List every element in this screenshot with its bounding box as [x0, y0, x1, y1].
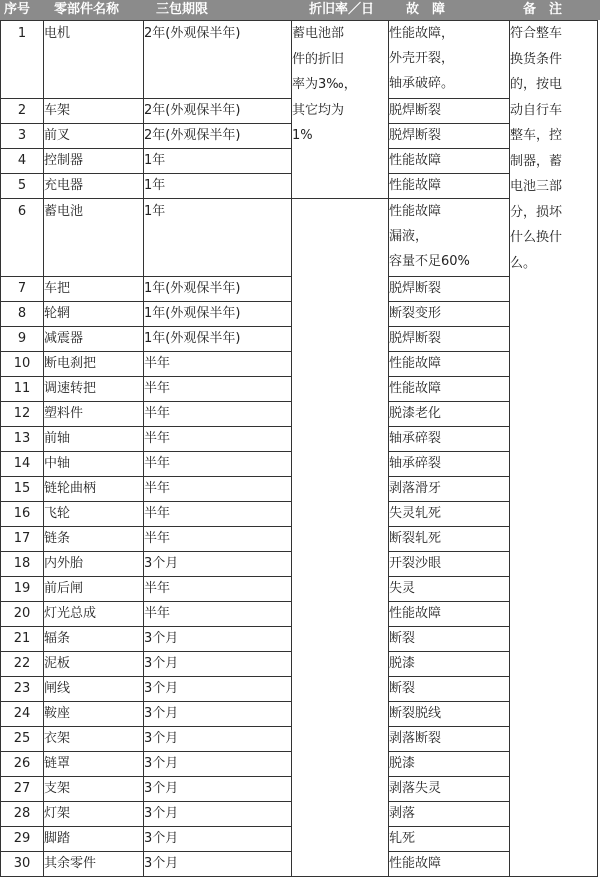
header-term: 三包期限	[143, 0, 291, 20]
part-name: 车把	[44, 277, 144, 302]
fault-description	[389, 802, 510, 827]
warranty-term: 3个月	[144, 777, 292, 802]
part-name: 内外胎	[44, 552, 144, 577]
fault-line: 失灵轧死	[389, 506, 442, 521]
row-number: 18	[1, 552, 44, 577]
warranty-term: 1年(外观保半年)	[144, 327, 292, 352]
depreciation-line: 其它均为	[292, 102, 345, 118]
fault-description	[389, 527, 510, 552]
part-name: 前轴	[44, 427, 144, 452]
header-note: 备 注	[509, 0, 600, 20]
fault-line: 剥落断裂	[389, 731, 442, 746]
warranty-term: 半年	[144, 402, 292, 427]
header-no: 序号	[0, 0, 43, 20]
fault-description	[389, 99, 510, 124]
fault-description	[389, 727, 510, 752]
row-number: 3	[1, 124, 44, 149]
note-cell	[510, 21, 598, 877]
part-name: 辐条	[44, 627, 144, 652]
fault-line: 剥落失灵	[389, 781, 442, 796]
note-line: 换货条件	[510, 51, 563, 67]
note-line: 什么换什	[510, 230, 563, 245]
warranty-term: 1年(外观保半年)	[144, 302, 292, 327]
warranty-term: 半年	[144, 452, 292, 477]
warranty-term: 3个月	[144, 552, 292, 577]
fault-description	[389, 174, 510, 199]
warranty-term: 1年	[144, 174, 292, 199]
fault-description	[389, 149, 510, 174]
row-number: 24	[1, 702, 44, 727]
warranty-term: 2年(外观保半年)	[144, 124, 292, 149]
fault-description	[389, 124, 510, 149]
fault-line: 漏液，	[389, 229, 429, 244]
fault-line: 性能故障	[389, 153, 442, 168]
warranty-table	[0, 20, 598, 877]
part-name: 脚踏	[44, 827, 144, 852]
row-number: 22	[1, 652, 44, 677]
fault-description	[389, 752, 510, 777]
row-number: 19	[1, 577, 44, 602]
warranty-term: 2年(外观保半年)	[144, 21, 292, 99]
fault-line: 失灵	[389, 581, 416, 596]
fault-line: 容量不足60%	[389, 254, 470, 269]
warranty-term: 半年	[144, 477, 292, 502]
fault-line: 脱焊断裂	[389, 128, 442, 143]
fault-line: 性能故障	[389, 356, 442, 371]
row-number: 16	[1, 502, 44, 527]
fault-description	[389, 452, 510, 477]
part-name: 电机	[44, 21, 144, 99]
part-name: 链罩	[44, 752, 144, 777]
warranty-term: 3个月	[144, 852, 292, 877]
warranty-term: 半年	[144, 602, 292, 627]
fault-description	[389, 702, 510, 727]
row-number: 11	[1, 377, 44, 402]
warranty-term: 半年	[144, 502, 292, 527]
part-name: 其余零件	[44, 852, 144, 877]
row-number: 27	[1, 777, 44, 802]
warranty-term: 3个月	[144, 727, 292, 752]
fault-line: 断裂脱线	[389, 706, 442, 721]
row-number: 21	[1, 627, 44, 652]
fault-line: 外壳开裂，	[389, 51, 455, 66]
part-name: 泥板	[44, 652, 144, 677]
row-number: 10	[1, 352, 44, 377]
warranty-term: 半年	[144, 427, 292, 452]
part-name: 支架	[44, 777, 144, 802]
part-name: 控制器	[44, 149, 144, 174]
warranty-term: 1年(外观保半年)	[144, 277, 292, 302]
row-number: 28	[1, 802, 44, 827]
note-line: 制器，蓄	[510, 153, 563, 169]
fault-line: 剥落	[389, 806, 416, 821]
fault-line: 性能故障，	[389, 26, 455, 41]
row-number: 14	[1, 452, 44, 477]
header-part: 零部件名称	[43, 0, 143, 20]
part-name: 充电器	[44, 174, 144, 199]
warranty-term: 半年	[144, 352, 292, 377]
row-number: 12	[1, 402, 44, 427]
row-number: 7	[1, 277, 44, 302]
row-number: 23	[1, 677, 44, 702]
depreciation-line: 1%	[292, 128, 313, 143]
fault-line: 性能故障	[389, 204, 442, 219]
row-number: 2	[1, 99, 44, 124]
fault-line: 脱焊断裂	[389, 103, 442, 118]
warranty-term: 2年(外观保半年)	[144, 99, 292, 124]
depreciation-cell-empty	[292, 199, 389, 877]
part-name: 链轮曲柄	[44, 477, 144, 502]
part-name: 中轴	[44, 452, 144, 477]
part-name: 鞍座	[44, 702, 144, 727]
note-line: 的，按电	[510, 77, 563, 92]
fault-description	[389, 21, 510, 99]
fault-line: 断裂	[389, 681, 416, 696]
part-name: 轮辋	[44, 302, 144, 327]
warranty-term: 1年	[144, 149, 292, 174]
part-name: 断电刹把	[44, 352, 144, 377]
warranty-term: 半年	[144, 377, 292, 402]
fault-description	[389, 327, 510, 352]
part-name: 塑料件	[44, 402, 144, 427]
row-number: 4	[1, 149, 44, 174]
part-name: 减震器	[44, 327, 144, 352]
table-row	[1, 21, 598, 99]
fault-line: 开裂沙眼	[389, 556, 442, 571]
header-depreciation: 折旧率／日	[291, 0, 388, 20]
fault-line: 轴承破碎。	[389, 76, 455, 91]
fault-description	[389, 302, 510, 327]
fault-line: 断裂	[389, 631, 416, 646]
warranty-term: 半年	[144, 527, 292, 552]
row-number: 6	[1, 199, 44, 277]
fault-description	[389, 602, 510, 627]
fault-line: 断裂轧死	[389, 531, 442, 546]
fault-line: 脱漆	[389, 756, 416, 771]
fault-description	[389, 852, 510, 877]
part-name: 闸线	[44, 677, 144, 702]
part-name: 飞轮	[44, 502, 144, 527]
part-name: 灯光总成	[44, 602, 144, 627]
row-number: 5	[1, 174, 44, 199]
fault-description	[389, 777, 510, 802]
fault-description	[389, 352, 510, 377]
fault-line: 轴承碎裂	[389, 456, 442, 471]
note-line: 么。	[510, 255, 537, 271]
fault-description	[389, 827, 510, 852]
warranty-term: 1年	[144, 199, 292, 277]
fault-description	[389, 552, 510, 577]
part-name: 调速转把	[44, 377, 144, 402]
depreciation-line: 件的折旧	[292, 51, 345, 67]
header-fault: 故 障	[388, 0, 509, 20]
note-line: 整车，控	[510, 128, 563, 143]
warranty-term: 3个月	[144, 627, 292, 652]
warranty-term: 3个月	[144, 677, 292, 702]
row-number: 25	[1, 727, 44, 752]
row-number: 15	[1, 477, 44, 502]
part-name: 链条	[44, 527, 144, 552]
fault-description	[389, 277, 510, 302]
warranty-term: 3个月	[144, 702, 292, 727]
warranty-term: 3个月	[144, 802, 292, 827]
fault-description	[389, 677, 510, 702]
warranty-term: 3个月	[144, 652, 292, 677]
part-name: 前后闸	[44, 577, 144, 602]
fault-description	[389, 477, 510, 502]
note-line: 分，损坏	[510, 204, 563, 220]
fault-description	[389, 577, 510, 602]
fault-description	[389, 199, 510, 277]
row-number: 20	[1, 602, 44, 627]
fault-line: 轧死	[389, 831, 416, 846]
row-number: 30	[1, 852, 44, 877]
fault-line: 性能故障	[389, 381, 442, 396]
note-line: 电池三部	[510, 179, 563, 194]
fault-description	[389, 502, 510, 527]
table-row	[1, 199, 598, 277]
part-name: 灯架	[44, 802, 144, 827]
depreciation-line: 率为3‰，	[292, 77, 357, 92]
warranty-term: 半年	[144, 577, 292, 602]
warranty-term: 3个月	[144, 827, 292, 852]
row-number: 26	[1, 752, 44, 777]
fault-description	[389, 427, 510, 452]
fault-line: 性能故障	[389, 178, 442, 193]
fault-description	[389, 652, 510, 677]
fault-line: 剥落滑牙	[389, 481, 442, 496]
part-name: 衣架	[44, 727, 144, 752]
fault-description	[389, 377, 510, 402]
depreciation-cell	[292, 21, 389, 199]
row-number: 8	[1, 302, 44, 327]
fault-line: 轴承碎裂	[389, 431, 442, 446]
row-number: 17	[1, 527, 44, 552]
part-name: 蓄电池	[44, 199, 144, 277]
fault-line: 性能故障	[389, 856, 442, 871]
row-number: 29	[1, 827, 44, 852]
part-name: 车架	[44, 99, 144, 124]
row-number: 9	[1, 327, 44, 352]
note-line: 符合整车	[510, 26, 563, 41]
depreciation-line: 蓄电池部	[292, 26, 345, 41]
fault-description	[389, 627, 510, 652]
row-number: 1	[1, 21, 44, 99]
fault-line: 脱漆	[389, 656, 416, 671]
part-name: 前叉	[44, 124, 144, 149]
fault-line: 断裂变形	[389, 306, 442, 321]
warranty-term: 3个月	[144, 752, 292, 777]
fault-line: 性能故障	[389, 606, 442, 621]
fault-line: 脱焊断裂	[389, 281, 442, 296]
fault-line: 脱焊断裂	[389, 331, 442, 346]
fault-description	[389, 402, 510, 427]
note-line: 动自行车	[510, 102, 563, 118]
row-number: 13	[1, 427, 44, 452]
fault-line: 脱漆老化	[389, 406, 442, 421]
